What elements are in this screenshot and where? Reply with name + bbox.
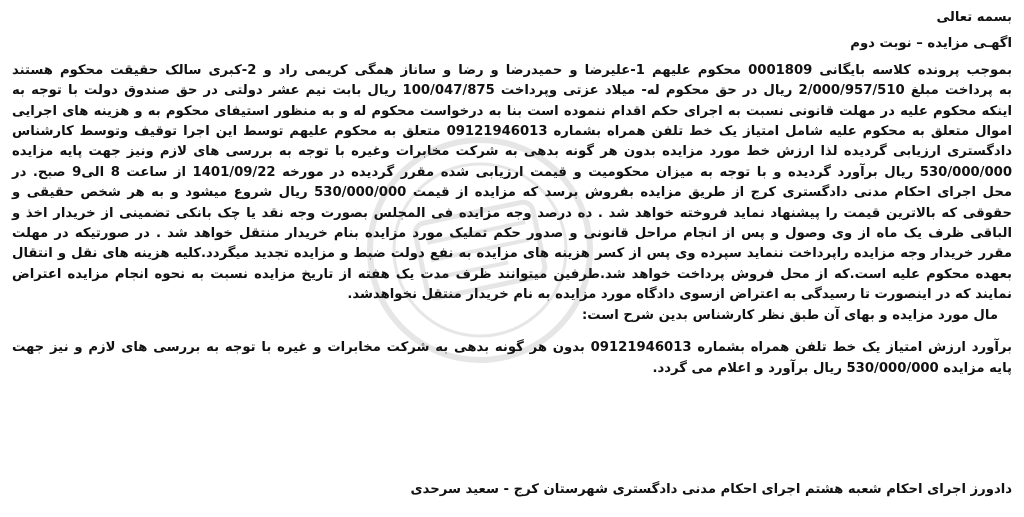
- body-line: دادگستری ارزیابی گردیده لذا ارزش خط مورد مزایده بدون هر گونه بدهی به شرکت مخابرات وغیره با توجه به بررسی های لازم ونیز جهت پایه مزایده: [12, 144, 1012, 160]
- body-line: نمایند که در اینصورت تا رسیدگی به اعتراض ازسوی دادگاه مورد مزایده به نام خریدار منتقل نخواهدشد.: [347, 287, 1012, 303]
- notice-title: اگهـی مزایده – نوبت دوم: [850, 36, 1012, 52]
- body-line: مقرر خریدار وجه مزایده راپرداخت ننماید سپرده وی پس از کسر هزینه های مزایده به نفع دولت ضبط و مزایده تجدید میگردد.کلیه هزینه های نقل و انتقال: [12, 246, 1012, 262]
- body-line: محل اجرای احکام مدنی دادگستری کرج از طریق مزایده بفروش برسد که مزایده از قیمت 530/000/000 ریال شروع میشود و به هر شخص حقیقی و: [12, 185, 1012, 201]
- body-line: 530/000/000 ریال برآورد گردیده و با توجه به میزان محکومیت و قیمت ارزیابی شده مقرر گردیده در مورخه 1401/09/22 از ساعت 8 الی9 صبح. در: [12, 164, 1013, 180]
- valuation-intro: مال مورد مزایده و بهای آن طبق نظر کارشناس بدین شرح است:: [582, 307, 998, 323]
- body-line: حقوقی که بالاترین قیمت را پیشنهاد نماید فروخته خواهد شد . ده درصد وجه مزایده فی المجلس بصورت وجه نقد یا چک بانکی تضمینی از خریدار اخذ و: [12, 205, 1012, 221]
- valuation-section: [12, 338, 1012, 379]
- body-line: بموجب پرونده کلاسه بایگانی 0001809 محکوم علیهم 1-علیرضا و حمیدرضا و رضا و ساناز همگی کریمی راد و 2-کبری سالک حقیقت محکوم هستند: [12, 62, 1013, 78]
- body-line: الباقی ظرف یک ماه از وی وصول و پس از انجام مراحل قانونی و صدور حکم تملیک مورد مزایده بنام خریدار منتقل خواهد شد . در صورتیکه در مهلت: [12, 226, 1012, 242]
- body-line: بعهده محکوم علیه است.که از محل فروش پرداخت خواهد شد.طرفین میتوانند ظرف مدت یک هفته از تاریخ مزایده نسبت به نحوه انجام مزایده اعتراض: [12, 266, 1012, 282]
- bismillah-heading: بسمه تعالی: [936, 10, 1012, 25]
- body-line: اموال متعلق به محکوم علیه شامل امتیاز یک خط تلفن همراه بشماره 09121946013 متعلق به محکوم علیهم توسط این اجرا توقیف وتوسط کارشناس: [12, 124, 1012, 140]
- notice-body: [12, 61, 1012, 326]
- signature-line: دادورز اجرای احکام شعبه هشتم اجرای احکام مدنی دادگستری شهرستان کرج - سعید سرحدی: [410, 482, 1012, 497]
- body-line: اینکه محکوم علیه در مهلت قانونی نسبت به اجرای حکم اقدام ننموده است بنا به درخواست محکوم له و به منظور استیفای محکوم به و هزینه های اجرایی: [12, 103, 1012, 119]
- valuation-line: پایه مزایده 530/000/000 ریال برآورد و اعلام می گردد.: [652, 360, 1012, 376]
- body-line: به پرداخت مبلغ 2/000/957/510 ریال در حق محکوم له- میلاد عزتی وپرداخت 100/047/875 ریال بابت نیم عشر دولتی در حق صندوق دولت با توجه به: [12, 83, 1012, 99]
- valuation-line: برآورد ارزش امتیاز یک خط تلفن همراه بشماره 09121946013 بدون هر گونه بدهی به شرکت مخابرات و غیره با توجه به بررسی های لازم و نیز جهت: [12, 340, 1013, 356]
